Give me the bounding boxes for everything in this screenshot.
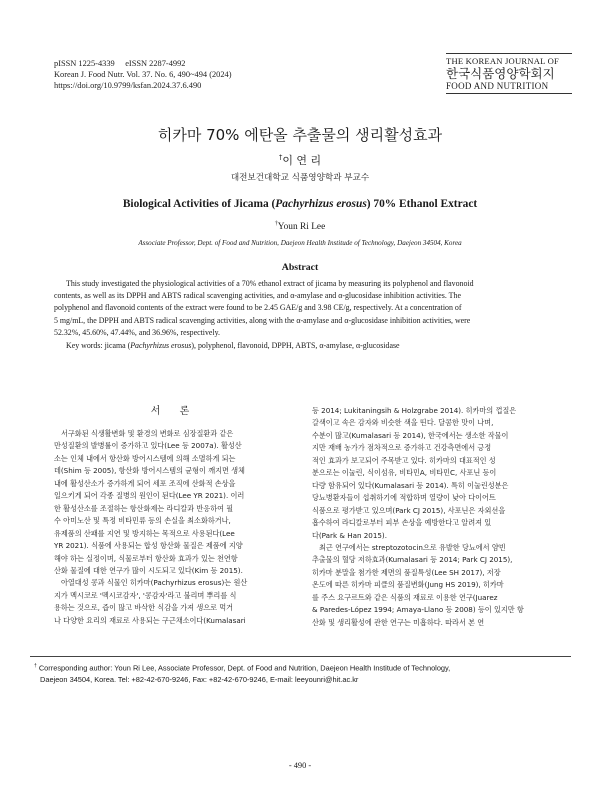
body-line: YR 2021). 식품에 사용되는 합성 항산화 물질은 제품에 지양: [54, 541, 243, 551]
body-line: 유제품의 산패를 지연 및 방지하는 목적으로 사용된다(Lee: [54, 528, 235, 538]
keywords-species: Pachyrhizus erosus: [130, 341, 192, 350]
keywords-pre: jicama (: [102, 341, 131, 350]
footnote-line-2: Daejeon 34504, Korea. Tel: +82-42-670-9246, Fax: +82-42-670-9246, E-mail: leeyounri@hit.ac.kr: [40, 675, 359, 685]
body-line: 를 주스 요구르트와 같은 식품의 재료로 이용한 연구(Juarez: [312, 592, 498, 602]
body-line: 아열대성 콩과 식물인 히카마(Pachyrhizus erosus)는 원산: [61, 578, 248, 588]
footnote-rule: [30, 656, 571, 657]
paper-title-en: [0, 198, 600, 210]
body-line: 산화 물질에 대한 연구가 많이 시도되고 있다(Kim 등 2015).: [54, 565, 243, 575]
body-line: 용하는 것으로, 즙이 많고 바삭한 식감을 가져 생으로 먹거: [54, 603, 234, 613]
body-line: 최근 연구에서는 streptozotocin으로 유발한 당뇨에서 얌빈: [319, 542, 506, 552]
left-column: [54, 428, 294, 627]
abstract-line: polyphenol and flavonoid contents of the extract were found to be 2.45 GAE/g and 3.98 CE/g, respectively. At a concentration of: [54, 303, 462, 313]
journal-name-en-bottom: FOOD AND NUTRITION: [446, 81, 549, 91]
body-line: 당뇨병환자들이 섭취하기에 적합하며 열량이 낮아 다이어트: [312, 493, 496, 503]
body-line: 히카마 분말을 첨가한 제면의 품질특성(Lee SH 2017), 저장: [312, 567, 501, 577]
logo-rule-top: [446, 53, 572, 54]
journal-name-en-top: THE KOREAN JOURNAL OF: [446, 56, 559, 66]
issn-line: pISSN 1225-4339 eISSN 2287-4992: [54, 59, 186, 68]
body-line: 산화 및 생리활성에 관한 연구는 미흡하다. 따라서 본 연: [312, 617, 485, 627]
footnote-line-1: [34, 660, 554, 674]
footnote-text-1: Corresponding author: Youn Ri Lee, Associate Professor, Dept. of Food and Nutrition, Daejeon Health Institude of Technology,: [38, 663, 451, 673]
abstract-line: This study investigated the physiological activities of a 70% ethanol extract of jicama by measuring its polyphenol and flavonoid: [66, 279, 474, 288]
body-line: 일으키게 되어 각종 질병의 원인이 된다(Lee YR 2021). 이러: [54, 491, 245, 501]
body-line: 온도에 따른 히카마 피클의 품질변화(Jung HS 2019), 히카마: [312, 580, 504, 590]
logo-rule-bottom: [446, 93, 572, 94]
title-en-post: ) 70% Ethanol Extract: [366, 198, 478, 210]
body-line: 수분이 많고(Kumalasari 등 2014), 한국에서는 생소한 작물이: [312, 430, 509, 440]
body-line: 다(Park & Han 2015).: [312, 530, 387, 540]
body-line: 만성질환의 발병률이 증가하고 있다(Lee 등 2007a). 활성산: [54, 441, 242, 451]
abstract-line: contents, as well as its DPPH and ABTS radical scavenging activities, and α-amylase and α-glucosidase inhibition activities. The: [54, 291, 461, 301]
body-line: & Paredes-López 1994; Amaya-Llano 등 2008) 등이 있지만 항: [312, 605, 524, 615]
author-ko: [0, 152, 600, 168]
author-en-name: Youn Ri Lee: [277, 222, 326, 233]
journal-name-ko: 한국식품영양학회지: [446, 66, 555, 81]
body-line: 적인 효과가 보고되어 주목받고 있다. 히카마의 대표적인 성: [312, 455, 496, 465]
body-line: 다량 함유되어 있다(Kumalasari 등 2014). 특히 이눌린성분은: [312, 480, 509, 490]
body-line: 식품으로 평가받고 있으며(Park CJ 2015), 사포닌은 자외선을: [312, 505, 506, 515]
author-ko-name: 이 연 리: [282, 154, 322, 167]
journal-logo: [446, 53, 576, 94]
doi-link[interactable]: https://doi.org/10.9799/ksfan.2024.37.6.490: [54, 81, 202, 90]
abstract-line: 5 mg/mL, the DPPH and ABTS radical scavenging activities, along with the α-amylase and α-glucosidase inhibition activities, were: [54, 315, 471, 325]
corresponding-author-footnote: [34, 660, 554, 686]
affiliation-en: Associate Professor, Dept. of Food and Nutrition, Daejeon Health Institude of Technology, Daejeon 34504, Korea: [138, 239, 462, 247]
body-line: 내에 활성산소가 증가하게 되어 세포 조직에 산화적 손상을: [54, 478, 236, 488]
journal-meta: [54, 58, 232, 91]
corresponding-mark-en: †: [274, 221, 278, 227]
paper-title-ko: 히카마 70% 에탄올 추출물의 생리활성효과: [157, 126, 443, 144]
body-line: 갈색이고 속은 감자와 비슷한 색을 띤다. 달콤한 맛이 나며,: [312, 418, 494, 428]
keywords-label: Key words:: [66, 341, 103, 350]
keywords: [66, 340, 554, 352]
body-line: 나 다양한 요리의 재료로 사용되는 구근채소이다(Kumalasari: [54, 615, 246, 625]
section-heading-intro: 서 론: [150, 406, 198, 417]
body-line: 데(Shim 등 2005), 항산화 방어시스템의 균형이 깨지면 생체: [54, 466, 245, 476]
abstract-line: 52.32%, 45.60%, 47.44%, and 36.96%, respectively.: [54, 327, 221, 337]
right-column: [312, 405, 555, 629]
affiliation-ko: 대전보건대학교 식품영양학과 부교수: [230, 173, 370, 183]
abstract-heading: Abstract: [281, 262, 319, 273]
body-line: 지가 멕시코로 '멕시코감자', '콩감자'라고 불리며 뿌리를 식: [54, 590, 237, 600]
body-line: 소는 인체 내에서 항산화 방어시스템에 의해 소멸하게 되는: [54, 453, 236, 463]
abstract-body: [54, 278, 554, 339]
corresponding-mark: †: [278, 153, 283, 162]
page-number: - 490 -: [288, 761, 312, 770]
body-line: 흡수하여 라디칼로부터 피부 손상을 예방한다고 알려져 있: [312, 518, 492, 528]
author-en: [0, 221, 600, 232]
body-line: 지만 재배 농가가 점차적으로 증가하고 건강측면에서 긍정: [312, 443, 492, 453]
body-line: 등 2014; Lukitaningsih & Holzgrabe 2014). 히카마의 껍질은: [312, 406, 517, 415]
keywords-post: ), polyphenol, flavonoid, DPPH, ABTS, α-amylase, α-glucosidase: [191, 341, 400, 350]
body-line: 해야 하는 실정이며, 식물로부터 항산화 효과가 있는 천연항: [54, 553, 238, 563]
title-en-species: Pachyrhizus erosus: [275, 198, 367, 210]
body-line: 분으로는 이눌린, 식이섬유, 비타민A, 비타민C, 사포닌 등이: [312, 468, 497, 478]
title-en-pre: Biological Activities of Jicama (: [122, 198, 276, 210]
body-line: 추출물의 혈당 저하효과(Kumalasari 등 2014; Park CJ 2015),: [312, 555, 513, 565]
body-line: 서구화된 식생활변화 및 환경의 변화로 심장질환과 같은: [61, 429, 234, 438]
body-line: 수 아미노산 및 특정 비타민류 등의 손실을 최소화하거나,: [54, 516, 231, 526]
body-line: 한 활성산소를 조절하는 항산화제는 라디칼과 반응하여 필: [54, 503, 234, 513]
footnote-mark: †: [34, 663, 37, 669]
citation-line: Korean J. Food Nutr. Vol. 37. No. 6, 490~494 (2024): [54, 70, 232, 79]
